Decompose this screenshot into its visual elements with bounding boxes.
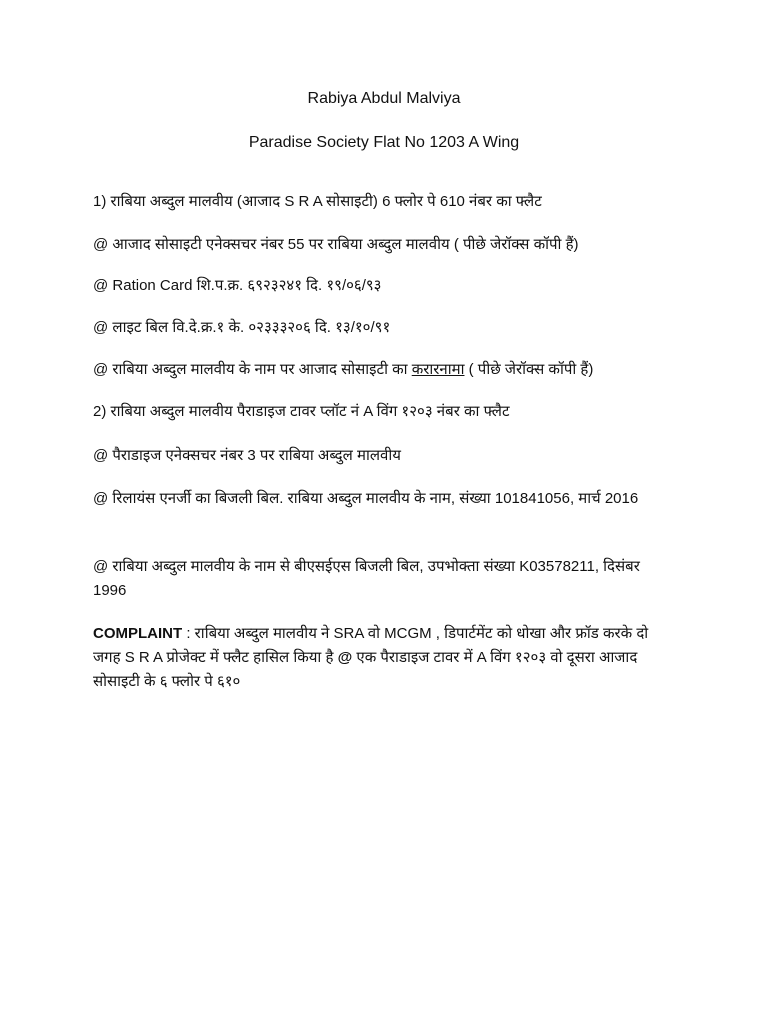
list-item: 1) राबिया अब्दुल मालवीय (आजाद S R A सोसाइटी) 6 फ्लोर पे 610 नंबर का फ्लैट [93, 193, 542, 210]
document-address: Paradise Society Flat No 1203 A Wing [248, 134, 520, 151]
list-item: @ पैराडाइज एनेक्सचर नंबर 3 पर राबिया अब्दुल मालवीय [93, 447, 401, 464]
list-item: 2) राबिया अब्दुल मालवीय पैराडाइज टावर प्लॉट नं A विंग १२०३ नंबर का फ्लैट [93, 403, 510, 420]
list-item-text: @ राबिया अब्दुल मालवीय के नाम पर आजाद सोसाइटी का [93, 361, 412, 378]
list-item: @ लाइट बिल वि.दे.क्र.१ के. ०२३३३२०६ दि. १३/१०/९१ [93, 319, 391, 336]
complaint-label: COMPLAINT [93, 625, 183, 642]
list-item: @ राबिया अब्दुल मालवीय के नाम से बीएसईएस बिजली बिल, उपभोक्ता संख्या K03578211, दिसंबर 1996 [93, 558, 640, 599]
at-symbol: @ [337, 649, 353, 666]
underlined-word: करारनामा [411, 361, 465, 378]
complaint-text: एक पैराडाइज टावर में A विंग १२०३ वो दूसरा आजाद सोसाइटी के ६ फ्लोर पे ६१० [93, 649, 638, 690]
list-item: @ Ration Card शि.प.क्र. ६९२३२४१ दि. १९/०६/९३ [93, 277, 382, 294]
complaint-text: : राबिया अब्दुल मालवीय ने SRA वो MCGM , डिपार्टमेंट को धोखा और फ्रॉड करके दो जगह S R A प्रोजेक्ट में फ्लैट हासिल किया है [93, 625, 649, 666]
list-item [93, 358, 663, 382]
list-item: @ आजाद सोसाइटी एनेक्सचर नंबर 55 पर राबिया अब्दुल मालवीय ( पीछे जेरॉक्स कॉपी हैं) [93, 236, 579, 253]
list-item: @ रिलायंस एनर्जी का बिजली बिल. राबिया अब्दुल मालवीय के नाम, संख्या 101841056, मार्च 2016 [93, 490, 639, 507]
document-name: Rabiya Abdul Malviya [307, 90, 461, 107]
list-item-text: ( पीछे जेरॉक्स कॉपी हैं) [464, 361, 594, 378]
complaint-paragraph [93, 622, 663, 694]
